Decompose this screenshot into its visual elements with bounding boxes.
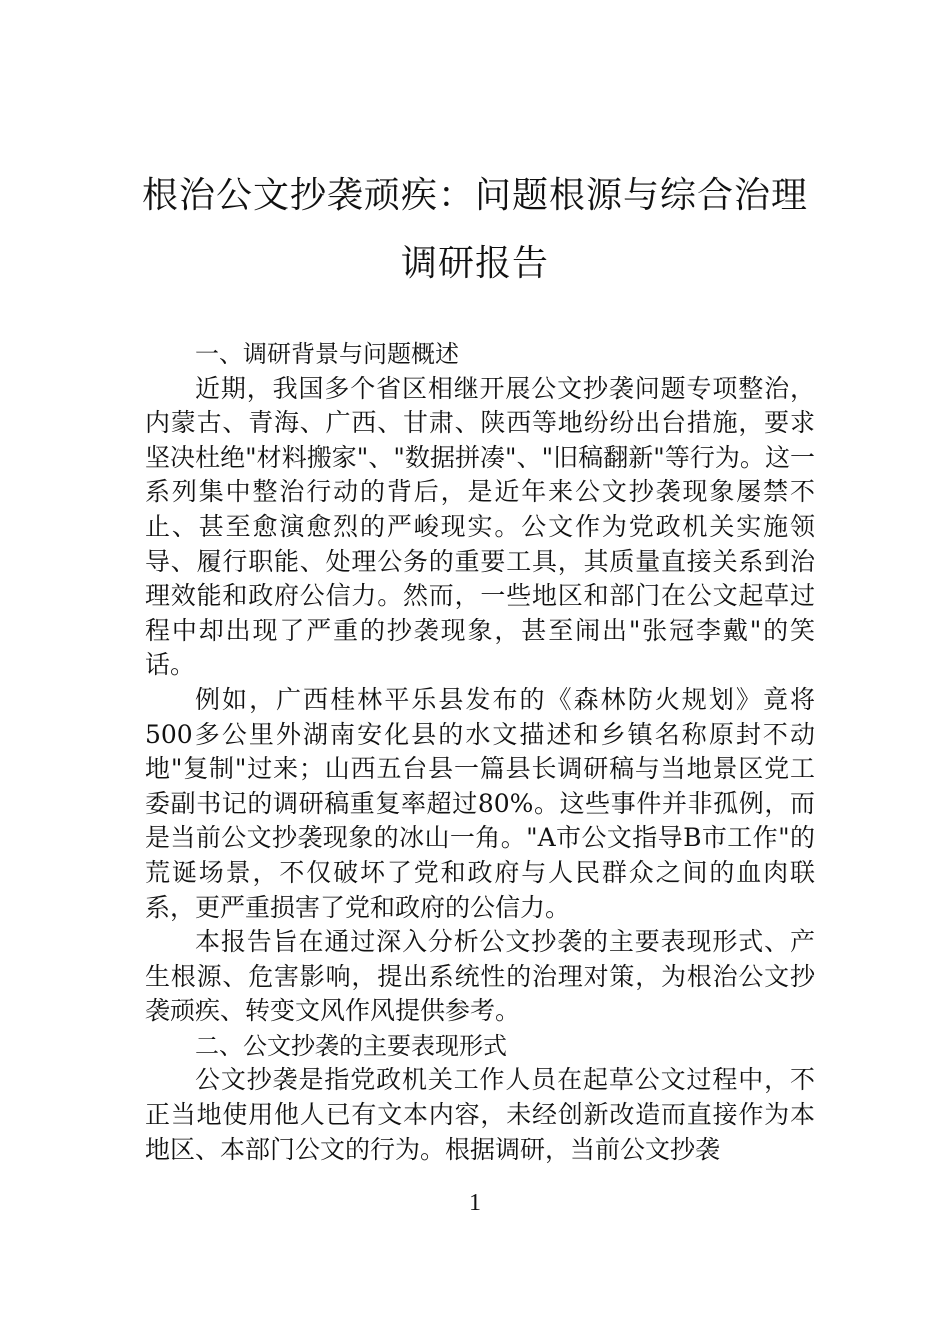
page-number: 1: [469, 1190, 481, 1216]
paragraph: 近期，我国多个省区相继开展公文抄袭问题专项整治，内蒙古、青海、广西、甘肃、陕西等地纷纷出台措施，要求坚决杜绝"材料搬家"、"数据拼凑"、"旧稿翻新"等行为。这一系列集中整治行动的背后，是近年来公文抄袭现象屡禁不止、甚至愈演愈烈的严峻现实。公文作为党政机关实施领导、履行职能、处理公务的重要工具，其质量直接关系到治理效能和政府公信力。然而，一些地区和部门在公文起草过程中却出现了严重的抄袭现象，甚至闹出"张冠李戴"的笑话。: [145, 373, 815, 680]
paragraph: 公文抄袭是指党政机关工作人员在起草公文过程中，不正当地使用他人已有文本内容，未经创新改造而直接作为本地区、本部门公文的行为。根据调研，当前公文抄袭: [145, 1065, 815, 1164]
paragraph: 例如，广西桂林平乐县发布的《森林防火规划》竟将500多公里外湖南安化县的水文描述和乡镇名称原封不动地"复制"过来；山西五台县一篇县长调研稿与当地景区党工委副书记的调研稿重复率超过80%。这些事件并非孤例，而是当前公文抄袭现象的冰山一角。"A市公文指导B市工作"的荒诞场景，不仅破坏了党和政府与人民群众之间的血肉联系，更严重损害了党和政府的公信力。: [145, 684, 815, 922]
paragraph: 本报告旨在通过深入分析公文抄袭的主要表现形式、产生根源、危害影响，提出系统性的治理对策，为根治公文抄袭顽疾、转变文风作风提供参考。: [145, 927, 815, 1026]
document-title: 根治公文抄袭顽疾：问题根源与综合治理: [141, 175, 808, 216]
section-heading: 一、调研背景与问题概述: [195, 340, 459, 368]
document-body: [145, 337, 815, 1167]
document-title-subtitle: 调研报告: [400, 243, 549, 284]
section-heading: 二、公文抄袭的主要表现形式: [195, 1031, 507, 1060]
